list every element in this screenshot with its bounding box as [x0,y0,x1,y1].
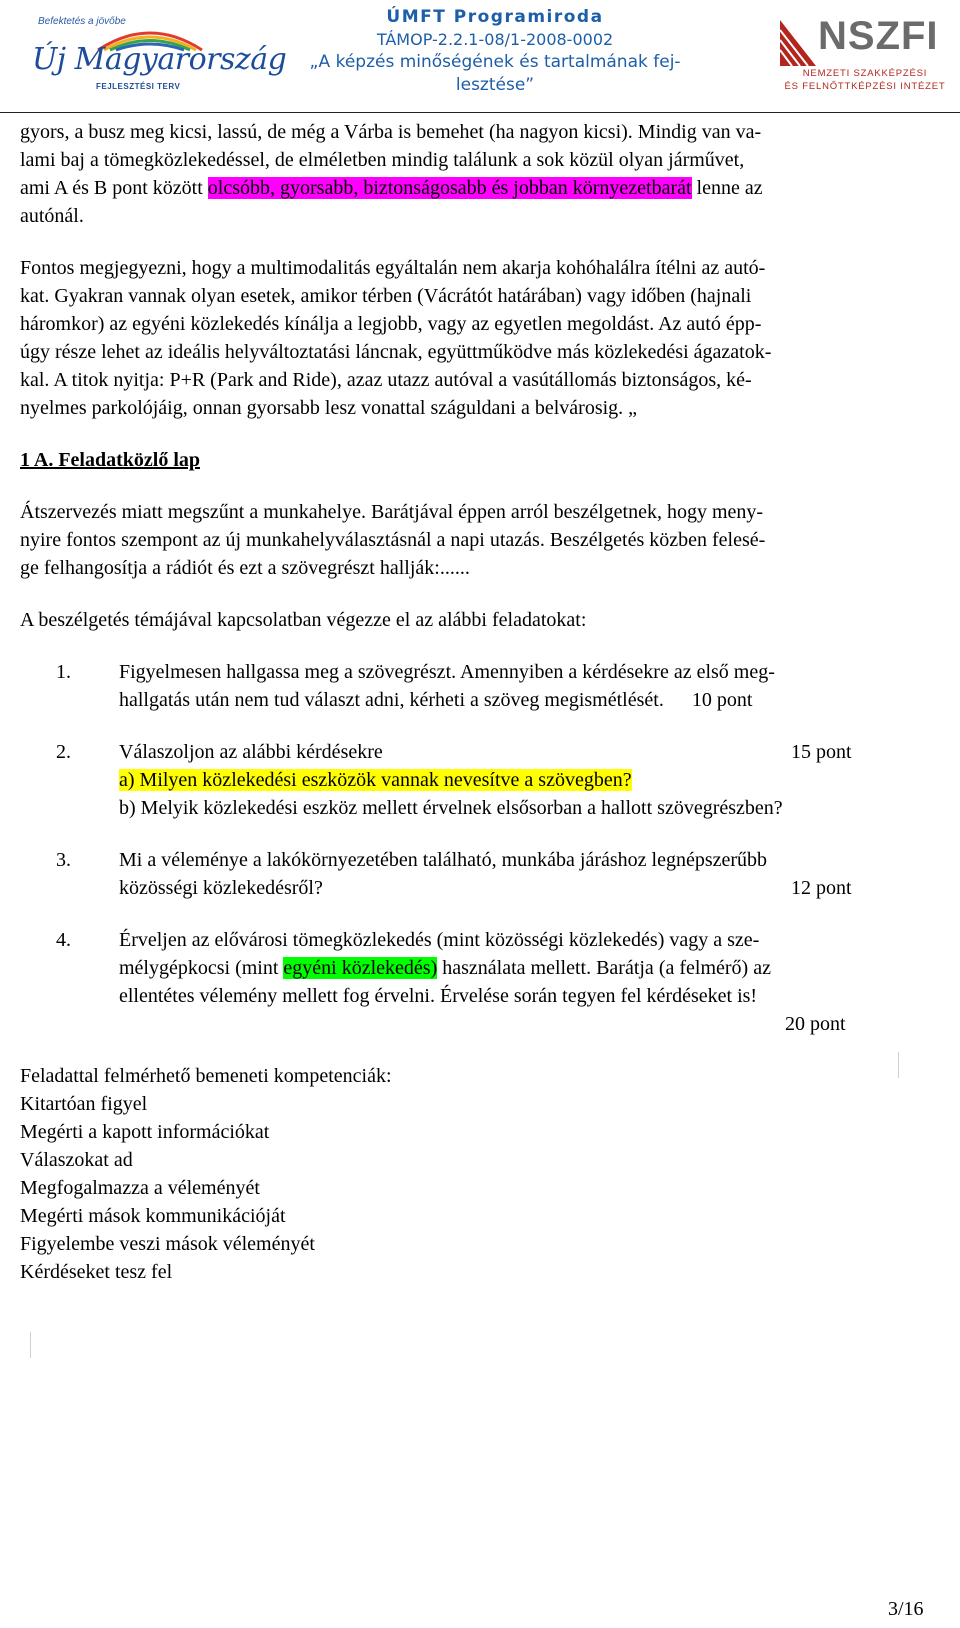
task-line: ellentétes vélemény mellett fog érvelni. Érvelése során tegyen fel kérdéseket is! [119,985,758,1007]
text-span: hallgatás után nem tud választ adni, kérheti a szöveg megismétlését. [119,689,664,711]
task-line: b) Melyik közlekedési eszköz mellett érvelnek elsősorban a hallott szövegrészben? [119,797,783,819]
paragraph-line: kal. A titok nyitja: P+R (Park and Ride), azaz utazz autóval a vasútállomás biztonságos, ké- [20,369,752,391]
task-line [119,766,909,794]
paragraph-2 [20,254,932,422]
header-project-title-1: „A képzés minőségének és tartalmának fej- [309,52,681,72]
task-line: Figyelmesen hallgassa meg a szövegrészt. Amennyiben a kérdésekre az első meg- [119,661,775,683]
nszfi-line-2: ÉS FELNŐTTKÉPZÉSI INTÉZET [784,81,946,92]
list-item: Figyelembe veszi mások véleményét [20,1233,315,1255]
section-heading: 1 A. Feladatközlő lap [20,449,201,471]
header-office-name: ÚMFT Programiroda [386,7,604,27]
nszfi-emblem-icon [780,20,816,66]
uj-magyarorszag-logo [30,10,287,102]
page-header [0,0,960,113]
logo-subtitle: FEJLESZTÉSI TERV [96,82,181,91]
task-points: 10 pont [691,689,753,711]
program-office-header [300,6,690,97]
list-item: Megfogalmazza a véleményét [20,1177,260,1199]
task-item-3 [20,846,932,902]
competencies-title: Feladattal felmérhető bemeneti kompetenciák: [20,1065,392,1087]
task-line [119,874,909,902]
task-points: 12 pont [791,877,852,899]
paragraph-line: háromkor) az egyéni közlekedés kínálja a legjobb, vagy az egyetlen megoldást. Az autó épp- [20,313,762,335]
paragraph-1 [20,118,932,230]
nszfi-line-1: NEMZETI SZAKKÉPZÉSI [802,68,928,79]
task-line [119,1010,909,1038]
task-line [119,738,909,766]
competencies-list [20,1062,932,1286]
nszfi-logo [780,16,950,98]
paragraph-line: gyors, a busz meg kicsi, lassú, de még a Várba is bemehet (ha nagyon kicsi). Mindig van va- [20,121,762,143]
header-project-code: TÁMOP-2.2.1-08/1-2008-0002 [376,30,614,49]
logo-tagline: Befektetés a jövőbe [38,16,126,27]
list-item: Kérdéseket tesz fel [20,1261,173,1283]
list-item: Válaszokat ad [20,1149,133,1171]
intro-paragraph [20,498,932,582]
header-project-title-2: lesztése” [455,75,535,95]
paragraph-line [20,174,932,202]
task-line [119,954,909,982]
task-item-1 [20,658,932,714]
paragraph-line: úgy része lehet az ideális helyváltoztatási láncnak, együttműködve más közlekedési ágazatok- [20,341,772,363]
text-span: ami A és B pont között [20,177,208,199]
highlighted-text-magenta: olcsóbb, gyorsabb, biztonságosabb és jobban környezetbarát [207,177,692,199]
table-border-fragment [30,1332,31,1358]
task-item-2 [20,738,932,822]
paragraph-line: ge felhangosítja a rádiót és ezt a szövegrészt hallják:...... [20,557,470,579]
text-span: mélygépkocsi (mint [119,957,284,979]
document-body [20,118,932,1286]
paragraph-line: Átszervezés miatt megszűnt a munkahelye. Barátjával éppen arról beszélgetnek, hogy meny- [20,501,764,523]
text-span: Válaszoljon az alábbi kérdésekre [119,741,383,763]
task-number: 2. [56,741,71,763]
task-number: 4. [56,929,71,951]
paragraph-line: lami baj a tömegközlekedéssel, de elméletben mindig találunk a sok közül olyan járművet, [20,149,745,171]
text-span: közösségi közlekedésről? [119,877,323,899]
task-points: 15 pont [791,741,852,763]
text-span: használata mellett. Barátja (a felmérő) az [437,957,771,979]
task-points: 20 pont [785,1013,846,1035]
paragraph-line: nyelmes parkolójáig, onnan gyorsabb lesz vonattal száguldani a belvárosig. „ [20,397,638,419]
task-line: Érveljen az elővárosi tömegközlekedés (mint közösségi közlekedés) vagy a sze- [119,929,760,951]
paragraph-line: kat. Gyakran vannak olyan esetek, amikor térben (Vácrátót határában) vagy időben (hajnali [20,285,752,307]
task-number: 3. [56,849,71,871]
list-item: Kitartóan figyel [20,1093,148,1115]
paragraph-line: autónál. [20,205,84,227]
highlighted-text-green: egyéni közlekedés) [283,957,438,979]
task-number: 1. [56,661,71,683]
task-item-4 [20,926,932,1038]
paragraph-line: Fontos megjegyezni, hogy a multimodalitás egyáltalán nem akarja kohóhalálra ítélni az autó- [20,257,766,279]
list-item: Megérti a kapott információkat [20,1121,270,1143]
page-number: 3/16 [888,1598,924,1620]
task-instruction: A beszélgetés témájával kapcsolatban végezze el az alábbi feladatokat: [20,609,587,631]
paragraph-line: nyire fontos szempont az új munkahelyválasztásnál a napi utazás. Beszélgetés közben felesé- [20,529,766,551]
list-item: Megérti mások kommunikációját [20,1205,286,1227]
table-border-fragment [898,1052,899,1078]
text-span: lenne az [691,177,763,199]
nszfi-name: NSZFI [818,14,939,58]
task-line: Mi a véleménye a lakókörnyezetében található, munkába járáshoz legnépszerűbb [119,849,768,871]
logo-name: Új Magyarország [32,42,287,77]
task-line [119,686,909,714]
highlighted-text-yellow: a) Milyen közlekedési eszközök vannak nevesítve a szövegben? [119,769,632,791]
